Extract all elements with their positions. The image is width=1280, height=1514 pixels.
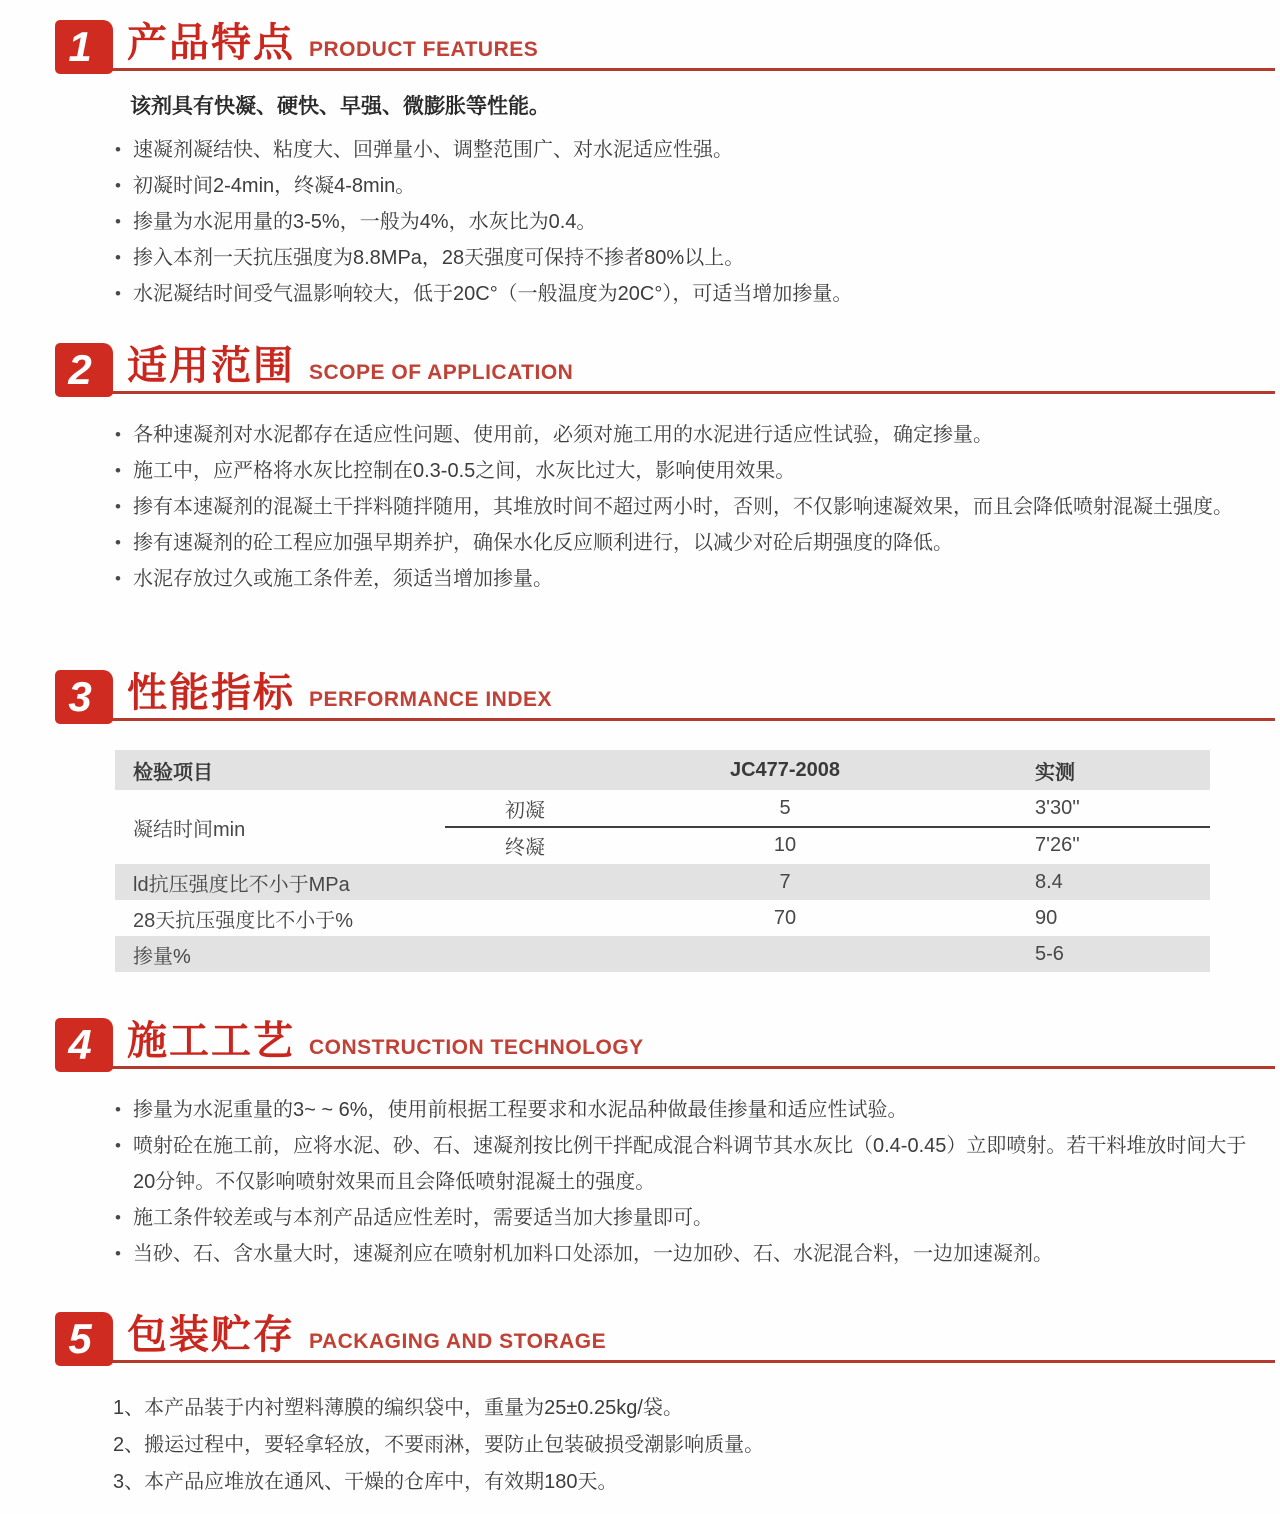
bullet-item: • 水泥凝结时间受气温影响较大，低于20C°（一般温度为20C°），可适当增加掺量。 [113,276,1253,312]
section-header [55,343,1275,401]
bullet-item: • 水泥存放过久或施工条件差，须适当增加掺量。 [113,561,1253,597]
performance-table [115,750,1210,972]
section-titles [127,661,552,718]
section-underline [57,718,1275,721]
section-title-zh: 适用范围 [127,344,295,388]
section-underline [57,1066,1275,1069]
bullet-item: • 施工条件较差或与本剂产品适应性差时，需要适当加大掺量即可。 [113,1200,1253,1236]
numbered-item: 2、搬运过程中，要轻拿轻放，不要雨淋，要防止包装破损受潮影响质量。 [113,1434,765,1456]
bullet-item: • 掺有本速凝剂的混凝土干拌料随拌随用，其堆放时间不超过两小时，否则，不仅影响速凝效果，而且会降低喷射混凝土强度。 [113,489,1253,525]
section-number-badge: 3 [55,670,113,724]
construction-bullet-list [113,1092,1253,1272]
section-number-badge: 4 [55,1018,113,1072]
cell-row-label: ld抗压强度比不小于MPa [133,873,350,896]
section-titles [127,334,573,391]
table-row [115,900,1210,936]
section-number-badge: 5 [55,1312,113,1366]
section-subtitle-en: SCOPE OF APPLICATION [309,361,574,384]
bullet-item: • 各种速凝剂对水泥都存在适应性问题、使用前，必须对施工用的水泥进行适应性试验，确定掺量。 [113,417,1253,453]
section-performance-index [0,670,1280,972]
bullet-item: • 掺量为水泥重量的3~ ~ 6%，使用前根据工程要求和水泥品种做最佳掺量和适应性试验。 [113,1092,1253,1128]
section-titles [127,1009,644,1066]
section-titles [127,11,538,68]
features-intro: 该剂具有快凝、硬快、早强、微膨胀等性能。 [130,95,550,118]
bullet-item: • 施工中，应严格将水灰比控制在0.3-0.5之间，水灰比过大，影响使用效果。 [113,453,1253,489]
cell-standard-value: 7 [779,870,791,893]
bullet-item: • 掺有速凝剂的砼工程应加强早期养护，确保水化反应顺利进行，以减少对砼后期强度的降低。 [113,525,1253,561]
cell-sub-name: 初凝 [505,800,545,822]
section-number-badge: 1 [55,20,113,74]
bullet-item: • 掺量为水泥用量的3-5%，一般为4%，水灰比为0.4。 [113,204,1253,240]
features-bullet-list [113,132,1253,312]
bullet-item: • 喷射砼在施工前，应将水泥、砂、石、速凝剂按比例干拌配成混合料调节其水灰比（0.4-0.45）立即喷射。若干料堆放时间大于20分钟。不仅影响喷射效果而且会降低喷射混凝土的强度。 [113,1128,1253,1200]
section-underline [57,1360,1275,1363]
table-merged-row-setting-time [115,790,1210,864]
section-title-zh: 包装贮存 [127,1313,295,1357]
bullet-item: • 当砂、石、含水量大时，速凝剂应在喷射机加料口处添加，一边加砂、石、水泥混合料，一边加速凝剂。 [113,1236,1253,1272]
cell-standard-value: 70 [773,906,797,929]
packaging-item-list [113,1390,1253,1501]
scope-bullet-list [113,417,1253,597]
cell-measured-value: 5-6 [1035,942,1064,965]
cell-sub-name: 终凝 [505,837,545,859]
section-number-badge: 2 [55,343,113,397]
table-row [115,864,1210,900]
section-titles [127,1303,606,1360]
section-header [55,20,1275,78]
bullet-item: • 掺入本剂一天抗压强度为8.8MPa，28天强度可保持不掺者80%以上。 [113,240,1253,276]
section-header [55,1312,1275,1370]
section-title-zh: 性能指标 [127,671,295,715]
bullet-item: • 速凝剂凝结快、粘度大、回弹量小、调整范围广、对水泥适应性强。 [113,132,1253,168]
section-title-zh: 施工工艺 [127,1019,295,1063]
cell-row-label: 凝结时间min [133,818,246,841]
cell-row-label: 掺量% [133,945,191,968]
numbered-item: 1、本产品装于内衬塑料薄膜的编织袋中，重量为25±0.25kg/袋。 [113,1397,683,1419]
cell-measured-value: 3'30'' [1035,797,1080,819]
section-scope-of-application [0,343,1280,597]
section-underline [57,68,1275,71]
table-header-standard: JC477-2008 [729,758,841,781]
cell-standard-value: 10 [773,834,797,856]
section-subtitle-en: PRODUCT FEATURES [309,38,539,61]
section-subtitle-en: PERFORMANCE INDEX [309,688,553,711]
table-header-item: 检验项目 [133,761,213,784]
section-subtitle-en: CONSTRUCTION TECHNOLOGY [309,1036,644,1059]
cell-measured-value: 7'26'' [1035,834,1080,856]
section-subtitle-en: PACKAGING AND STORAGE [309,1330,607,1353]
table-header-row [115,750,1210,790]
table-row [115,936,1210,972]
section-product-features [0,20,1280,312]
bullet-item: • 初凝时间2-4min，终凝4-8min。 [113,168,1253,204]
cell-standard-value: 5 [779,797,791,819]
section-packaging-storage [0,1312,1280,1501]
numbered-item: 3、本产品应堆放在通风、干燥的仓库中，有效期180天。 [113,1471,618,1493]
cell-row-label: 28天抗压强度比不小于% [133,909,354,932]
section-header [55,1018,1275,1076]
cell-measured-value: 8.4 [1035,870,1063,893]
section-construction-technology [0,1018,1280,1272]
cell-measured-value: 90 [1035,906,1058,929]
table-split-line [445,826,1210,828]
table-header-measured: 实测 [1035,761,1075,784]
section-underline [57,391,1275,394]
section-header [55,670,1275,728]
section-title-zh: 产品特点 [127,21,295,65]
